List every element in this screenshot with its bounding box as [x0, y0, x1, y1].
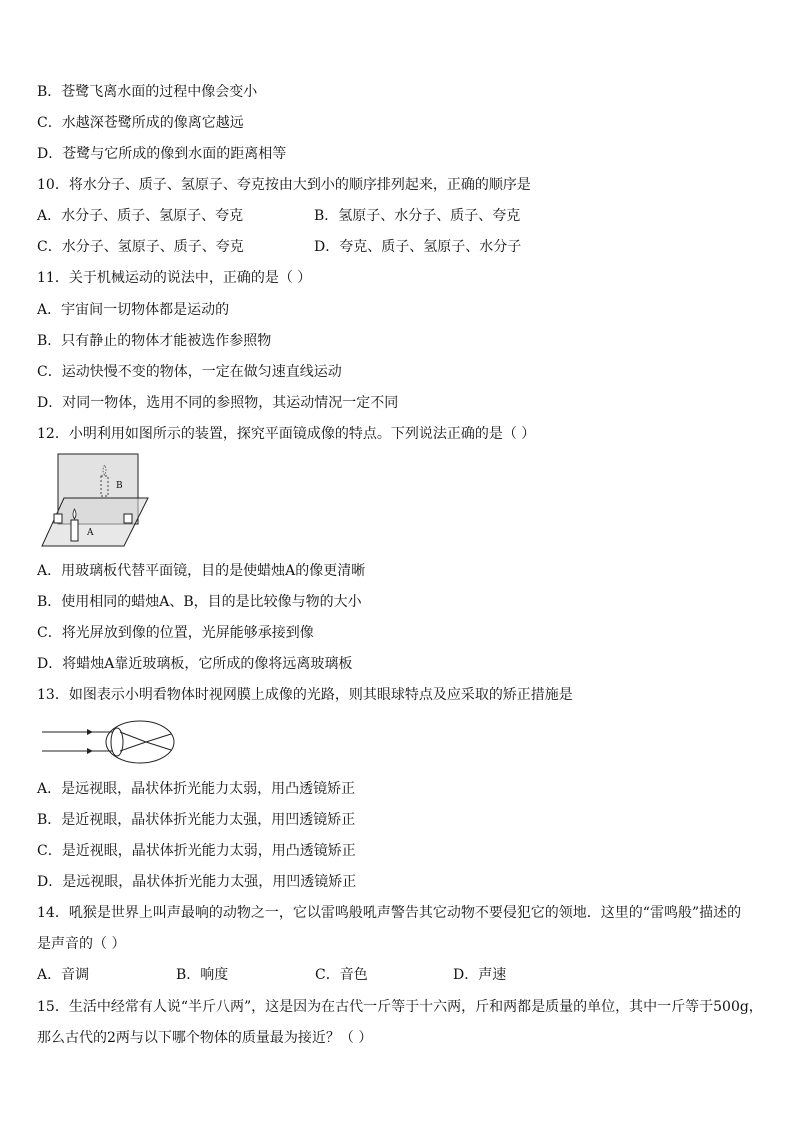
q13-stem: 13．如图表示小明看物体时视网膜上成像的光路，则其眼球特点及应采取的矫正措施是 — [37, 687, 573, 703]
q11-option-d: D．对同一物体，选用不同的参照物，其运动情况一定不同 — [37, 395, 399, 411]
q13-option-c: C．是近视眼，晶状体折光能力太弱，用凸透镜矫正 — [37, 843, 356, 859]
q14-option-d: D．声速 — [453, 967, 507, 983]
q14-option-a: A．音调 — [37, 967, 90, 983]
refracted-ray-bottom — [120, 742, 146, 751]
q13-option-a: A．是远视眼，晶状体折光能力太弱，用凸透镜矫正 — [37, 781, 356, 797]
q11-option-b: B．只有静止的物体才能被选作参照物 — [37, 333, 272, 349]
q14-stem-line1: 14．吼猴是世界上叫声最响的动物之一，它以雷鸣般吼声警告其它动物不要侵犯它的领地．这里的“雷鸣般”描述的 — [37, 905, 742, 921]
candle-a — [71, 520, 78, 541]
label-b: B — [116, 481, 123, 491]
q12-option-d: D．将蜡烛A靠近玻璃板，它所成的像将远离玻璃板 — [37, 656, 353, 672]
q9-option-c: C．水越深苍鹭所成的像离它越远 — [37, 115, 244, 131]
q10-option-a: A．水分子、质子、氢原子、夸克 — [37, 208, 244, 224]
q13-option-d: D．是远视眼，晶状体折光能力太强，用凹透镜矫正 — [37, 874, 357, 890]
plane-mirror-apparatus-figure — [40, 452, 152, 548]
label-a: A — [87, 528, 94, 538]
candle-a-flame — [73, 509, 76, 519]
q10-stem: 10．将水分子、质子、氢原子、夸克按由大到小的顺序排列起来，正确的顺序是 — [37, 177, 531, 193]
left-support — [54, 514, 62, 523]
q10-option-d: D．夸克、质子、氢原子、水分子 — [314, 239, 522, 255]
q15-stem-line2: 那么古代的2两与以下哪个物体的质量最为接近？（ ） — [37, 1030, 373, 1046]
q14-stem-line2: 是声音的（ ） — [37, 936, 126, 952]
q11-option-a: A．宇宙间一切物体都是运动的 — [37, 302, 230, 318]
q9-option-b: B．苍鹭飞离水面的过程中像会变小 — [37, 84, 258, 100]
q13-option-b: B．是近视眼，晶状体折光能力太强，用凹透镜矫正 — [37, 812, 356, 828]
q12-option-c: C．将光屏放到像的位置，光屏能够承接到像 — [37, 625, 314, 641]
q12-option-b: B．使用相同的蜡烛A、B，目的是比较像与物的大小 — [37, 594, 362, 610]
eye-diagram-figure — [40, 718, 180, 768]
q14-option-c: C．音色 — [315, 967, 368, 983]
refracted-ray-top — [120, 732, 146, 742]
q11-stem: 11．关于机械运动的说法中，正确的是（ ） — [37, 270, 312, 286]
q10-option-b: B．氢原子、水分子、质子、夸克 — [314, 208, 521, 224]
q11-option-c: C．运动快慢不变的物体，一定在做匀速直线运动 — [37, 364, 342, 380]
q12-option-a: A．用玻璃板代替平面镜，目的是使蜡烛A的像更清晰 — [37, 563, 366, 579]
q15-stem-line1: 15．生活中经常有人说“半斤八两”，这是因为在古代一斤等于十六两，斤和两都是质量的单位，其中一斤等于500g， — [37, 999, 763, 1015]
right-support — [124, 514, 132, 523]
q9-option-d: D．苍鹭与它所成的像到水面的距离相等 — [37, 146, 287, 162]
q12-stem: 12．小明利用如图所示的装置，探究平面镜成像的特点。下列说法正确的是（ ） — [37, 426, 536, 442]
q14-option-b: B．响度 — [176, 967, 229, 983]
q10-option-c: C．水分子、氢原子、质子、夸克 — [37, 239, 244, 255]
